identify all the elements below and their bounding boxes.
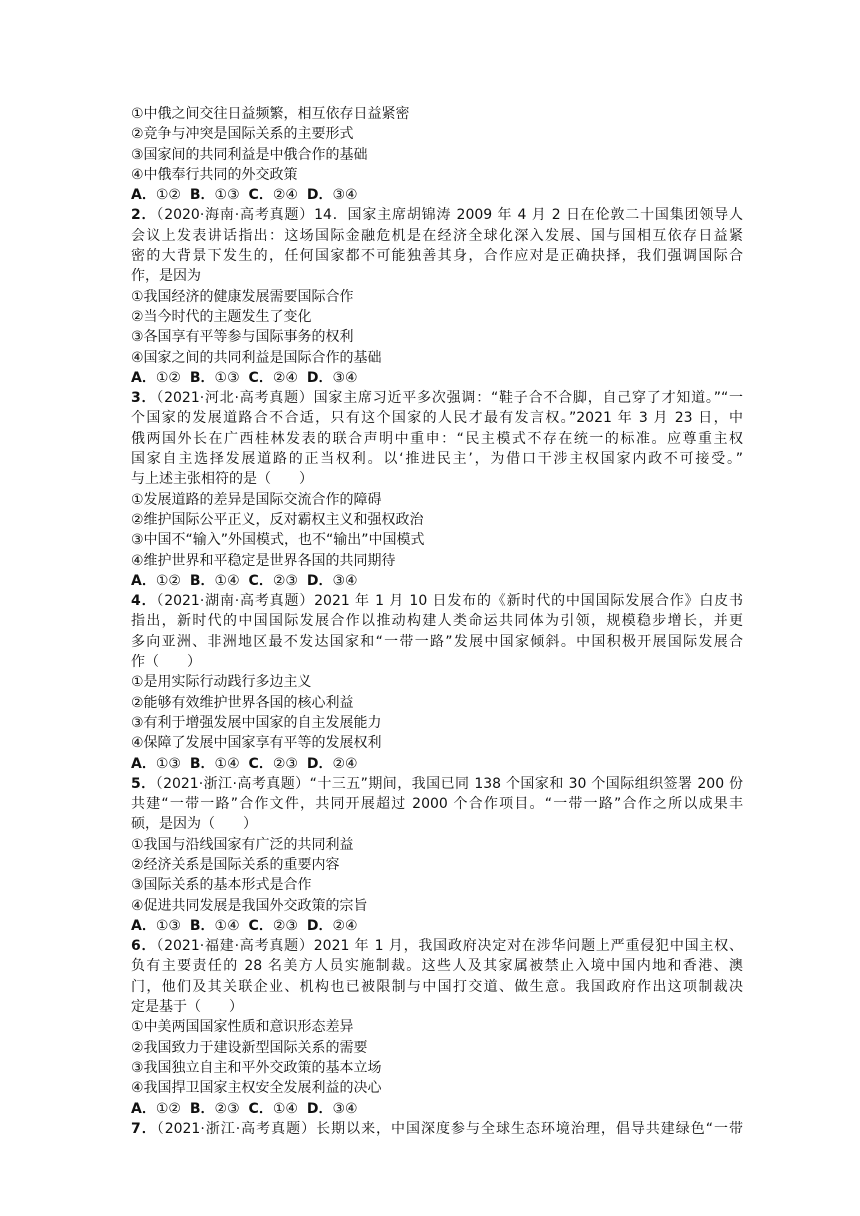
question-number: 2． (131, 207, 157, 224)
answer-letter[interactable]: D． (306, 917, 333, 934)
answer-text: ①③ (214, 187, 249, 204)
question-title-line (131, 429, 743, 449)
question-number: 5． (131, 775, 156, 792)
statement-option: ②经济关系是国际关系的重要内容 (131, 856, 340, 873)
answer-letter[interactable]: A． (131, 572, 156, 589)
question-title-line (131, 997, 743, 1017)
question-block (131, 1119, 743, 1139)
statement-option: ①中俄之间交往日益频繁，相互依存日益紧密 (131, 106, 410, 122)
answer-letter[interactable]: D． (306, 369, 333, 386)
question-text: 个国家的发展道路合不合适，只有这个国家的人民才最有发言权。”2021 年 3 月 23 日，中 (131, 410, 743, 427)
question-text: （2021·浙江·高考真题）“十三五”期间，我国已同 138 个国家和 30 个国际组织签署 200 份 (155, 775, 743, 792)
question-title-line (131, 956, 743, 976)
statement-option: ①发展道路的差异是国际交流合作的障碍 (131, 491, 382, 508)
answer-text: ②④ (272, 187, 307, 204)
question-text: 硕，是因为（ ） (131, 816, 257, 833)
answer-choices (131, 185, 743, 205)
answer-letter[interactable]: B． (189, 755, 215, 772)
question-text: 门，他们及其关联企业、机构也已被限制与中国打交道、做生意。我国政府作出这项制裁决 (131, 978, 743, 995)
statement-option: ②能够有效维护世界各国的核心利益 (131, 694, 354, 711)
question-text: （2021·福建·高考真题）2021 年 1 月，我国政府决定对在涉华问题上严重侵犯中国主权、 (156, 938, 743, 955)
question-text: （2021·浙江·高考真题）长期以来，中国深度参与全球生态环境治理，倡导共建绿色“一带 (156, 1120, 743, 1137)
question-title-line (131, 205, 743, 225)
question-title-line (131, 774, 743, 794)
answer-text: ①② (155, 572, 190, 589)
question-title-line (131, 611, 743, 631)
question-title-line (131, 408, 743, 428)
answer-text: ①④ (214, 572, 249, 589)
answer-text: ①② (155, 1100, 190, 1117)
question-title-line (131, 652, 743, 672)
statement-option: ②我国致力于建设新型国际关系的需要 (131, 1039, 368, 1056)
statement-option: ①我国经济的健康发展需要国际合作 (131, 288, 354, 305)
answer-letter[interactable]: A． (131, 1100, 156, 1117)
statement-option: ③国家间的共同利益是中俄合作的基础 (131, 146, 368, 163)
answer-letter[interactable]: D． (306, 755, 333, 772)
answer-letter[interactable]: C． (248, 755, 273, 772)
answer-letter[interactable]: B． (189, 917, 215, 934)
answer-text: ①② (155, 369, 190, 386)
question-block (131, 388, 743, 591)
answer-text: ②③ (214, 1100, 249, 1117)
answer-text: ①④ (272, 1100, 307, 1117)
answer-text: ③④ (332, 369, 358, 386)
answer-letter[interactable]: C． (248, 917, 273, 934)
question-title-line (131, 794, 743, 814)
question-block (131, 774, 743, 936)
statement-option: ①是用实际行动践行多边主义 (131, 674, 312, 691)
statement-option: ④国家之间的共同利益是国际合作的基础 (131, 349, 382, 366)
question-text: 共建“一带一路”合作文件，共同开展超过 2000 个合作项目。“一带一路”合作之所以成果丰 (131, 796, 743, 813)
question-text: 国家自主选择发展道路的正当权利。以‘推进民主’，为借口干涉主权国家内政不可接受。” (131, 451, 743, 468)
answer-letter[interactable]: A． (131, 755, 156, 772)
statement-option: ④促进共同发展是我国外交政策的宗旨 (131, 897, 368, 914)
answer-letter[interactable]: C． (248, 1100, 273, 1117)
statement-option: ①我国与沿线国家有广泛的共同利益 (131, 836, 354, 853)
question-text: （2020·海南·高考真题）14．国家主席胡锦涛 2009 年 4 月 2 日在伦敦二十国集团领导人 (156, 207, 743, 224)
question-text: （2021·湖南·高考真题）2021 年 1 月 10 日发布的《新时代的中国国际发展合作》白皮书 (156, 593, 743, 610)
answer-text: ①③ (155, 755, 190, 772)
answer-text: ①④ (214, 755, 249, 772)
answer-text: ①③ (214, 369, 249, 386)
question-title-line (131, 632, 743, 652)
question-title-line (131, 814, 743, 834)
statement-option: ④中俄奉行共同的外交政策 (131, 166, 298, 183)
statement-option: ①中美两国国家性质和意识形态差异 (131, 1019, 354, 1036)
answer-text: ①④ (214, 917, 249, 934)
question-title-line (131, 226, 743, 246)
answer-text: ②④ (272, 369, 307, 386)
question-block (131, 936, 743, 1119)
answer-letter[interactable]: A． (131, 917, 156, 934)
question-text: 作（ ） (131, 654, 201, 671)
question-block (131, 591, 743, 774)
question-title-line (131, 469, 743, 489)
answer-text: ②④ (332, 755, 358, 772)
question-title-line (131, 977, 743, 997)
answer-letter[interactable]: D． (306, 1100, 333, 1117)
answer-choices (131, 1099, 743, 1119)
statement-option: ③有利于增强发展中国家的自主发展能力 (131, 714, 382, 731)
answer-text: ②③ (272, 917, 307, 934)
answer-letter[interactable]: B． (189, 187, 215, 204)
question-text: 定是基于（ ） (131, 999, 243, 1016)
answer-letter[interactable]: B． (189, 572, 215, 589)
question-number: 6． (131, 938, 157, 955)
question-title-line (131, 388, 743, 408)
statement-option: ④我国捍卫国家主权安全发展利益的决心 (131, 1080, 382, 1097)
statement-option: ②当今时代的主题发生了变化 (131, 308, 312, 325)
question-text: 会议上发表讲话指出：这场国际金融危机是在经济全球化深入发展、国与国相互依存日益紧 (131, 227, 743, 244)
answer-choices (131, 916, 743, 936)
answer-text: ②③ (272, 755, 307, 772)
question-text: （2021·河北·高考真题）国家主席习近平多次强调：“鞋子合不合脚，自己穿了才知道。”“一 (156, 390, 743, 407)
question-number: 7． (131, 1120, 157, 1137)
statement-option: ②维护国际公平正义，反对霸权主义和强权政治 (131, 511, 424, 528)
statement-option: ③国际关系的基本形式是合作 (131, 877, 312, 894)
answer-choices (131, 571, 743, 591)
statement-option: ③各国享有平等参与国际事务的权利 (131, 329, 354, 346)
answer-letter[interactable]: D． (306, 187, 333, 204)
answer-letter[interactable]: A． (131, 187, 156, 204)
answer-choices (131, 754, 743, 774)
question-text: 俄两国外长在广西桂林发表的联合声明中重申：“民主模式不存在统一的标准。应尊重主权 (131, 430, 743, 447)
question-text: 密的大背景下发生的，任何国家都不可能独善其身，合作应对是正确抉择，我们强调国际合 (131, 248, 743, 265)
question-title-line (131, 936, 743, 956)
question-title-line (131, 591, 743, 611)
statement-option: ②竞争与冲突是国际关系的主要形式 (131, 126, 354, 143)
question-title-line (131, 1119, 743, 1139)
question-block (131, 205, 743, 388)
statement-option: ③我国独立自主和平外交政策的基本立场 (131, 1059, 382, 1076)
answer-letter[interactable]: D． (306, 572, 333, 589)
answer-letter[interactable]: C． (248, 572, 273, 589)
statement-option: ④维护世界和平稳定是世界各国的共同期待 (131, 552, 396, 569)
answer-text: ②③ (272, 572, 307, 589)
answer-text: ①③ (155, 917, 190, 934)
answer-text: ③④ (332, 572, 358, 589)
question-number: 3． (131, 390, 157, 407)
answer-letter[interactable]: B． (189, 369, 215, 386)
answer-letter[interactable]: A． (131, 369, 156, 386)
question-text: 与上述主张相符的是（ ） (131, 471, 313, 488)
answer-text: ③④ (332, 1100, 358, 1117)
answer-text: ①② (155, 187, 190, 204)
question-text: 多向亚洲、非洲地区最不发达国家和“一带一路”发展中国家倾斜。中国积极开展国际发展合 (131, 633, 743, 650)
question-text: 负有主要责任的 28 名美方人员实施制裁。这些人及其家属被禁止入境中国内地和香港、澳 (131, 958, 743, 975)
question-number: 4． (131, 593, 157, 610)
statement-option: ④保障了发展中国家享有平等的发展权利 (131, 735, 382, 752)
answer-text: ③④ (332, 187, 358, 204)
answer-choices (131, 368, 743, 388)
question-text: 作，是因为 (131, 268, 201, 285)
question-text: 指出，新时代的中国国际发展合作以推动构建人类命运共同体为引领，规模稳步增长，并更 (131, 613, 743, 630)
statement-option: ③中国不“输入”外国模式，也不“输出”中国模式 (131, 532, 425, 549)
answer-letter[interactable]: C． (248, 187, 273, 204)
question-title-line (131, 246, 743, 266)
answer-letter[interactable]: C． (248, 369, 273, 386)
exam-page (131, 104, 743, 1139)
question-title-line (131, 266, 743, 286)
answer-text: ②④ (332, 917, 358, 934)
question-title-line (131, 449, 743, 469)
answer-letter[interactable]: B． (189, 1100, 215, 1117)
question-block (131, 104, 743, 205)
